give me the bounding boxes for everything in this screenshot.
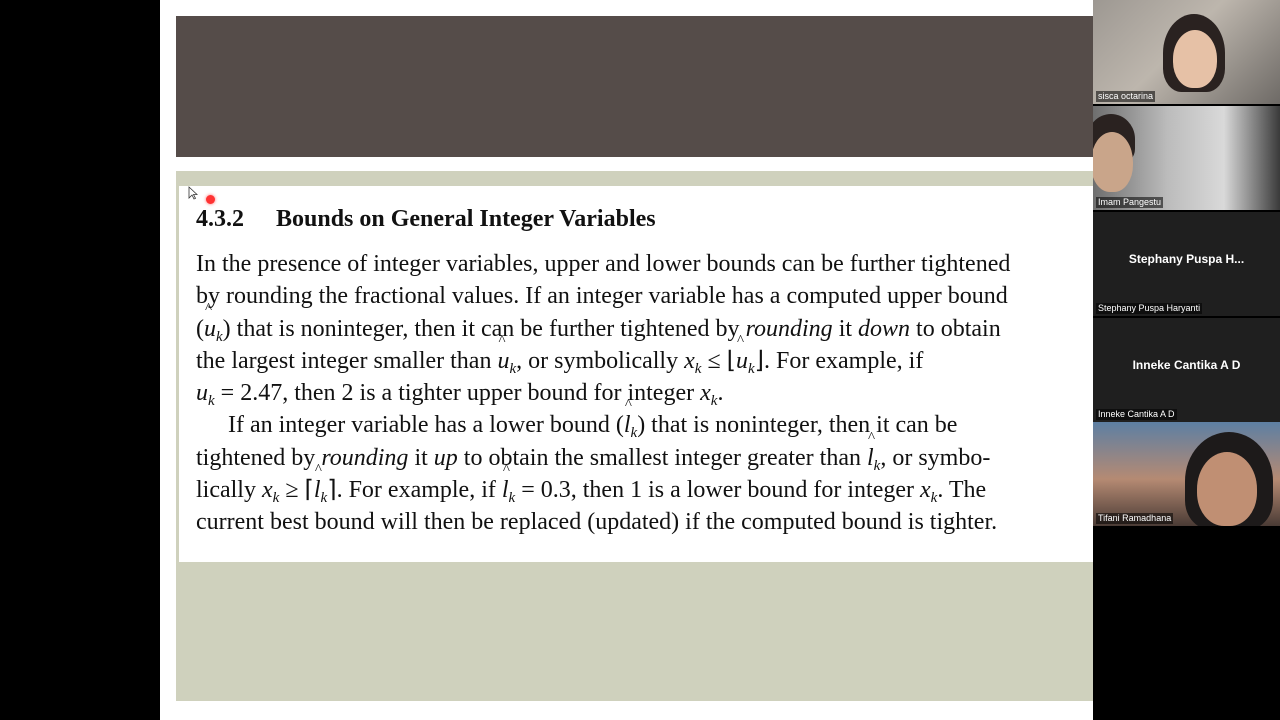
laser-pointer-dot: [206, 195, 215, 204]
math-x: x: [700, 380, 711, 407]
text-run: it: [832, 315, 859, 342]
participant-name-label: Inneke Cantika A D: [1098, 409, 1175, 419]
math-subscript: k: [320, 490, 328, 507]
math-x: x: [920, 477, 931, 504]
participant-name-label: Tifani Ramadhana: [1098, 513, 1172, 523]
textbook-excerpt: [179, 186, 1104, 562]
math-floor-open: ≤ ⌊: [701, 347, 736, 374]
math-subscript: k: [694, 360, 702, 377]
section-number: 4.3.2: [196, 206, 244, 232]
math-ceil-open: ≥ ⌈: [279, 477, 314, 504]
section-title: Bounds on General Integer Variables: [276, 206, 656, 232]
paragraph2-line1: [196, 409, 1104, 441]
math-subscript: k: [509, 360, 517, 377]
text-run: , or symbolically: [516, 347, 685, 374]
math-l-hat: ^ l: [624, 409, 631, 441]
text-run: . The: [937, 477, 987, 504]
math-u-hat: ^ u: [497, 345, 509, 377]
math-u-hat: ^ u: [736, 345, 748, 377]
participant-tile-imam[interactable]: [1093, 106, 1280, 210]
math-u: u: [196, 380, 208, 407]
participant-tile-sisca[interactable]: [1093, 0, 1280, 104]
math-subscript: k: [508, 490, 516, 507]
text-run: (: [196, 315, 204, 342]
emphasis-rounding: rounding: [745, 315, 833, 342]
math-subscript: k: [216, 328, 223, 345]
text-run: If an integer variable has a lower bound (: [228, 412, 624, 439]
mouse-pointer-icon: [188, 186, 198, 200]
text-run: . For example, if: [336, 477, 502, 504]
participant-display-name: Inneke Cantika A D: [1132, 358, 1241, 372]
paragraph2-line4: current best bound will then be replaced (updated) if the computed bound is tighter.: [196, 509, 998, 536]
text-run: .: [717, 380, 724, 407]
text-run: , or symbo-: [880, 444, 991, 471]
math-subscript: k: [630, 425, 638, 442]
math-subscript: k: [873, 457, 881, 474]
math-floor-close: ⌋: [754, 347, 765, 374]
emphasis-down: down: [858, 315, 911, 342]
participant-name-label: Imam Pangestu: [1098, 197, 1162, 207]
participant-face: [1173, 30, 1217, 88]
slide-header-band: [176, 16, 1104, 157]
math-subscript: k: [747, 360, 755, 377]
paragraph1-line5: [196, 377, 1104, 409]
participant-name-label: sisca octarina: [1098, 91, 1154, 101]
text-run: = 0.3, then 1 is a lower bound for integer: [515, 477, 920, 504]
math-ceil-close: ⌉: [327, 477, 337, 504]
participant-gallery: [1093, 0, 1280, 720]
participant-face: [1093, 132, 1133, 192]
participant-face: [1197, 452, 1257, 526]
math-l-hat: ^ l: [867, 442, 874, 474]
math-x: x: [684, 347, 695, 374]
text-run: = 2.47, then 2 is a tighter upper bound for integer: [214, 380, 701, 407]
text-run: tightened by: [196, 444, 322, 471]
math-l-hat: ^ l: [314, 474, 321, 506]
text-run: to obtain the smallest integer greater than: [457, 444, 867, 471]
paragraph1-line3: [196, 313, 1104, 345]
text-run: ) that is noninteger, then it can be: [637, 412, 958, 439]
math-subscript: k: [710, 393, 718, 410]
text-run: lically: [196, 477, 262, 504]
section-heading: [196, 204, 1104, 234]
math-subscript: k: [208, 393, 215, 410]
participant-tile-tifani[interactable]: [1093, 422, 1280, 526]
math-l-hat: ^ l: [502, 474, 509, 506]
text-run: the largest integer smaller than: [196, 347, 498, 374]
text-run: . For example, if: [764, 347, 924, 374]
participant-tile-stephany[interactable]: [1093, 212, 1280, 316]
participant-display-name: Stephany Puspa H...: [1128, 252, 1245, 266]
math-x: x: [261, 477, 273, 504]
participant-name-label: Stephany Puspa Haryanti: [1098, 303, 1201, 313]
math-subscript: k: [272, 490, 280, 507]
emphasis-up: up: [433, 444, 458, 471]
participant-tile-inneke[interactable]: [1093, 318, 1280, 422]
text-run: it: [408, 444, 434, 471]
shared-slide: [160, 0, 1120, 720]
emphasis-rounding: rounding: [321, 444, 409, 471]
text-run: ) that is noninteger, then it can be further tightened by: [222, 315, 746, 342]
paragraph2-line3: [196, 474, 1104, 506]
math-u-hat: ^ u: [204, 313, 216, 345]
math-subscript: k: [930, 490, 938, 507]
paragraph1-line2: by rounding the fractional values. If an integer variable has a computed upper bound: [196, 283, 1008, 310]
text-run: to obtain: [910, 315, 1001, 342]
paragraph1-line1: In the presence of integer variables, upper and lower bounds can be further tightened: [196, 251, 1011, 277]
paragraph1-line4: [196, 345, 1104, 377]
paragraph2-line2: [196, 442, 1104, 474]
